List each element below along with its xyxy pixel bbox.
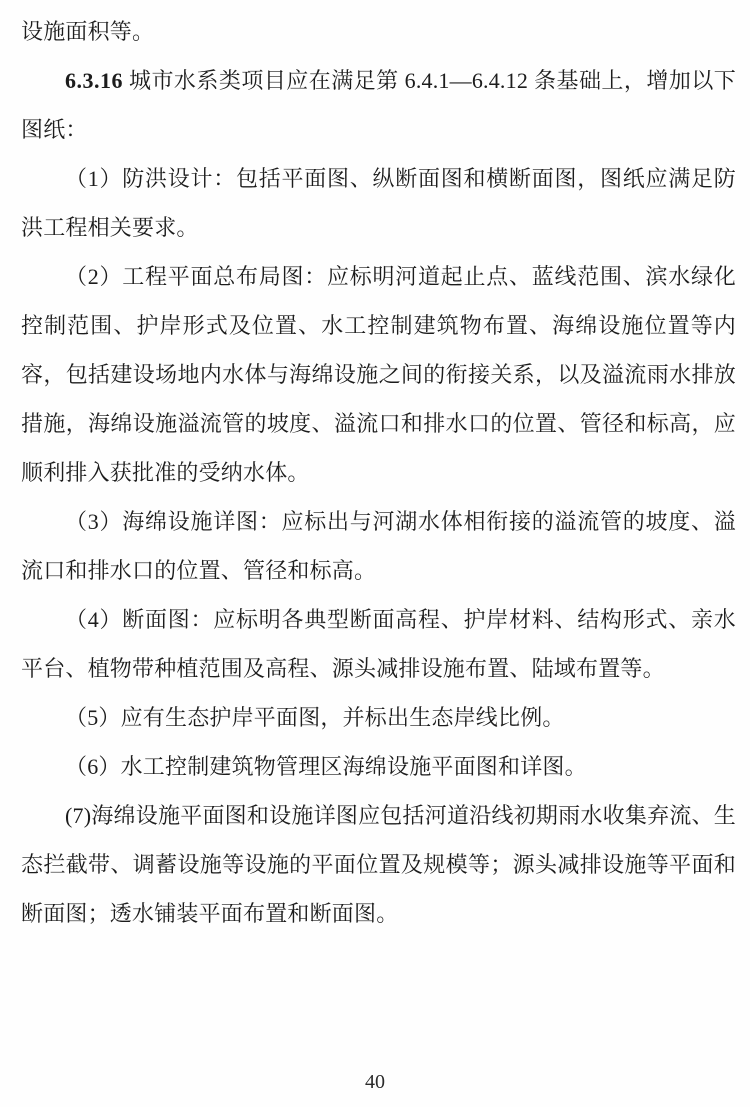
list-item-4: （4）断面图：应标明各典型断面高程、护岸材料、结构形式、亲水平台、植物带种植范围及高程、源头减排设施布置、陆域布置等。 [21, 607, 736, 681]
list-item-5: （5）应有生态护岸平面图，并标出生态岸线比例。 [65, 705, 565, 730]
page-number: 40 [365, 1071, 385, 1093]
list-item-3: （3）海绵设施详图：应标出与河湖水体相衔接的溢流管的坡度、溢流口和排水口的位置、管径和标高。 [21, 509, 736, 583]
paragraph-clause-6-3-16 [21, 56, 736, 154]
clause-number: 6.3.16 [65, 68, 123, 93]
list-item-2: （2）工程平面总布局图：应标明河道起止点、蓝线范围、滨水绿化控制范围、护岸形式及位置、水工控制建筑物布置、海绵设施位置等内容，包括建设场地内水体与海绵设施之间的衔接关系，以及溢流雨水排放措施，海绵设施溢流管的坡度、溢流口和排水口的位置、管径和标高，应顺利排入获批准的受纳水体。 [21, 264, 736, 485]
clause-text: 城市水系类项目应在满足第 6.4.1—6.4.12 条基础上，增加以下图纸： [21, 68, 736, 142]
list-item-6: （6）水工控制建筑物管理区海绵设施平面图和详图。 [65, 754, 587, 779]
list-item-1: （1）防洪设计：包括平面图、纵断面图和横断面图，图纸应满足防洪工程相关要求。 [21, 166, 736, 240]
paragraph-continuation: 设施面积等。 [21, 19, 155, 44]
list-item-7: (7)海绵设施平面图和设施详图应包括河道沿线初期雨水收集弃流、生态拦截带、调蓄设施等设施的平面位置及规模等；源头减排设施等平面和断面图；透水铺装平面布置和断面图。 [21, 803, 736, 926]
